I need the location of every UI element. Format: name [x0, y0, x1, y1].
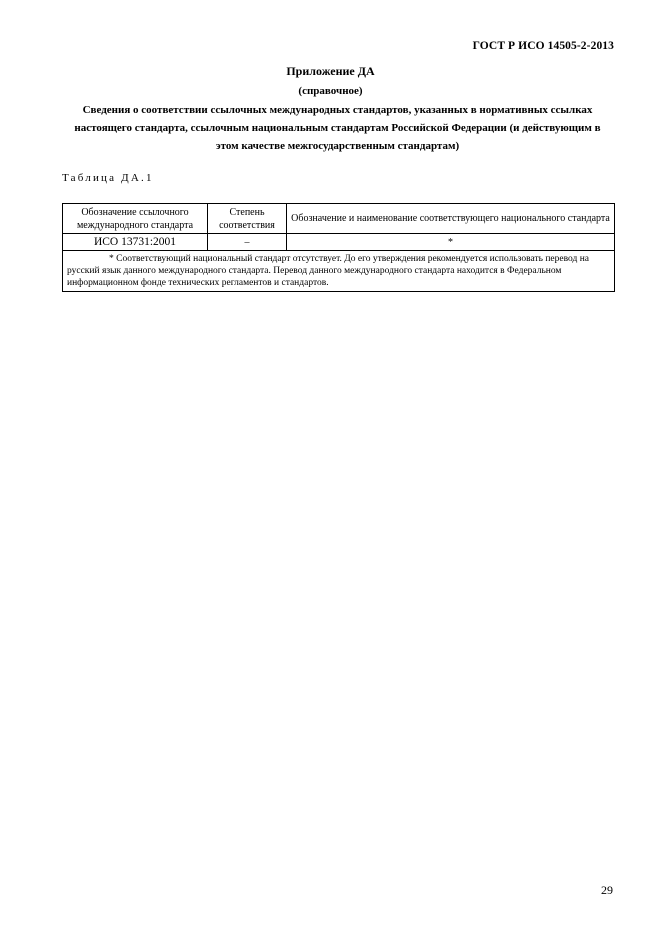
cell-international-standard: ИСО 13731:2001: [63, 234, 208, 251]
table-header-row: [63, 204, 615, 234]
conformity-table: [62, 203, 615, 292]
document-code: ГОСТ Р ИСО 14505-2-2013: [472, 40, 614, 52]
column-header-conformity-degree: Степень соответствия: [208, 204, 287, 234]
appendix-heading: Сведения о соответствии ссылочных международных стандартов, указанных в нормативных ссылках настоящего стандарта, ссылочным национальным стандартам Российской Федерации (и действующим в этом качестве межгосударственным стандартам): [74, 104, 601, 152]
appendix-title: Приложение ДА: [286, 64, 375, 78]
table-footnote-row: [63, 251, 615, 292]
table-caption: Таблица ДА.1: [62, 172, 154, 184]
cell-national-standard: *: [287, 234, 615, 251]
column-header-international-standard: Обозначение ссылочного международного стандарта: [63, 204, 208, 234]
appendix-status: (справочное): [298, 85, 363, 97]
footnote-text: * Соответствующий национальный стандарт отсутствует. До его утверждения рекомендуется использовать перевод на русский язык данного международного стандарта. Перевод данного международного стандарта находится в Федеральном информационном фонде технических регламентов и стандартов.: [67, 254, 589, 288]
cell-conformity-degree: –: [208, 234, 287, 251]
column-header-national-standard: Обозначение и наименование соответствующего национального стандарта: [287, 204, 615, 234]
table-row: [63, 234, 615, 251]
table-footnote: [63, 251, 615, 292]
page-number: 29: [601, 883, 613, 897]
